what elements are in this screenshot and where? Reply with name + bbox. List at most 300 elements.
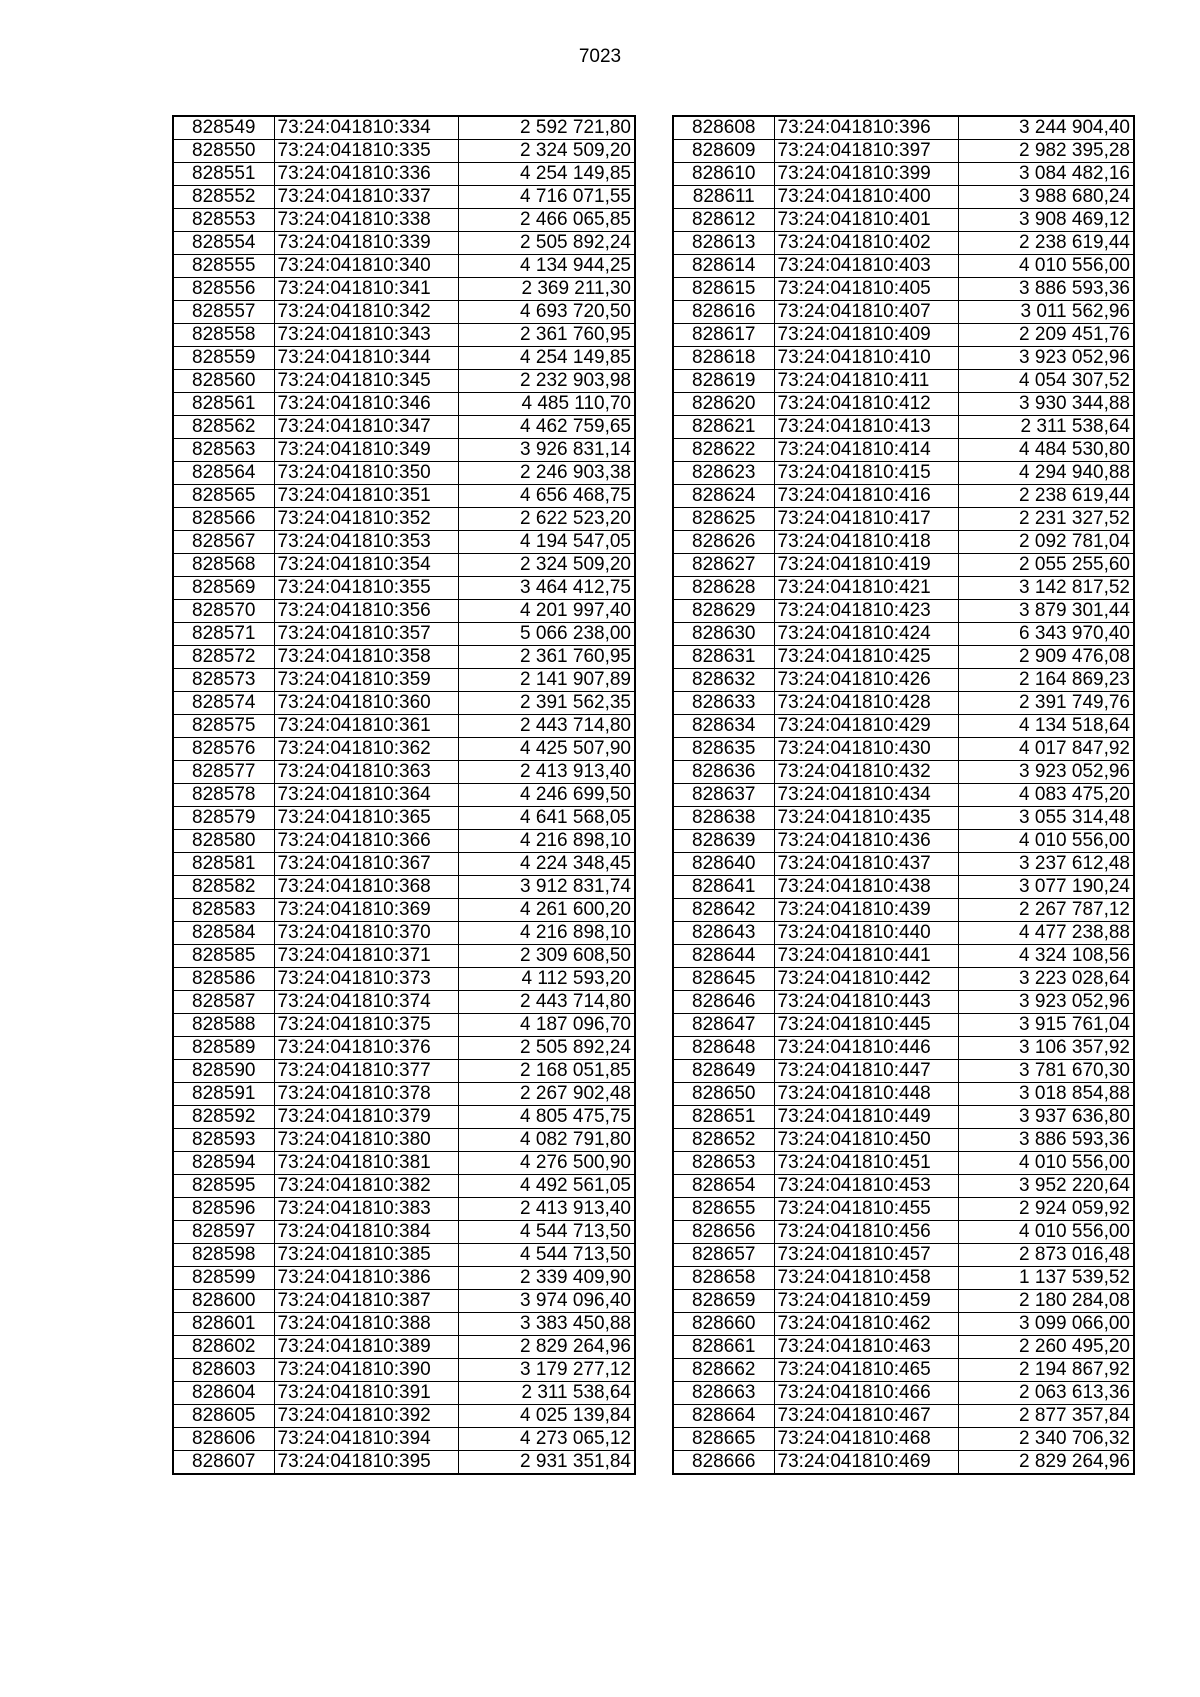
table-row: [173, 1198, 635, 1221]
cadastral-number-cell: 73:24:041810:337: [274, 186, 458, 209]
value-cell: 4 010 556,00: [958, 1221, 1134, 1244]
row-id-cell: 828654: [673, 1175, 774, 1198]
value-cell: 4 544 713,50: [458, 1244, 635, 1267]
row-id-cell: 828584: [173, 922, 274, 945]
row-id-cell: 828601: [173, 1313, 274, 1336]
table-row: [673, 715, 1134, 738]
value-cell: 2 443 714,80: [458, 715, 635, 738]
cadastral-number-cell: 73:24:041810:340: [274, 255, 458, 278]
value-cell: 4 010 556,00: [958, 255, 1134, 278]
cadastral-number-cell: 73:24:041810:416: [774, 485, 958, 508]
table-row: [173, 853, 635, 876]
table-row: [173, 508, 635, 531]
value-cell: 1 137 539,52: [958, 1267, 1134, 1290]
cadastral-number-cell: 73:24:041810:351: [274, 485, 458, 508]
row-id-cell: 828583: [173, 899, 274, 922]
value-cell: 2 391 562,35: [458, 692, 635, 715]
table-row: [673, 163, 1134, 186]
value-cell: 4 017 847,92: [958, 738, 1134, 761]
row-id-cell: 828612: [673, 209, 774, 232]
value-cell: 2 877 357,84: [958, 1405, 1134, 1428]
value-cell: 3 908 469,12: [958, 209, 1134, 232]
value-cell: 4 054 307,52: [958, 370, 1134, 393]
cadastral-number-cell: 73:24:041810:357: [274, 623, 458, 646]
row-id-cell: 828599: [173, 1267, 274, 1290]
value-cell: 3 915 761,04: [958, 1014, 1134, 1037]
cadastral-number-cell: 73:24:041810:346: [274, 393, 458, 416]
value-cell: 4 273 065,12: [458, 1428, 635, 1451]
cadastral-number-cell: 73:24:041810:409: [774, 324, 958, 347]
value-cell: 4 484 530,80: [958, 439, 1134, 462]
value-cell: 4 656 468,75: [458, 485, 635, 508]
value-cell: 2 443 714,80: [458, 991, 635, 1014]
cadastral-number-cell: 73:24:041810:344: [274, 347, 458, 370]
table-row: [673, 968, 1134, 991]
cadastral-number-cell: 73:24:041810:451: [774, 1152, 958, 1175]
table-row: [173, 1359, 635, 1382]
table-row: [173, 416, 635, 439]
value-cell: 3 383 450,88: [458, 1313, 635, 1336]
value-cell: 2 340 706,32: [958, 1428, 1134, 1451]
table-row: [673, 324, 1134, 347]
table-row: [173, 554, 635, 577]
table-row: [173, 876, 635, 899]
table-row: [673, 876, 1134, 899]
value-cell: 2 829 264,96: [458, 1336, 635, 1359]
table-row: [173, 140, 635, 163]
table-row: [173, 209, 635, 232]
cadastral-number-cell: 73:24:041810:336: [274, 163, 458, 186]
row-id-cell: 828549: [173, 116, 274, 140]
value-cell: 3 923 052,96: [958, 991, 1134, 1014]
table-row: [173, 393, 635, 416]
cadastral-number-cell: 73:24:041810:356: [274, 600, 458, 623]
cadastral-number-cell: 73:24:041810:376: [274, 1037, 458, 1060]
value-cell: 3 974 096,40: [458, 1290, 635, 1313]
table-row: [673, 577, 1134, 600]
cadastral-number-cell: 73:24:041810:341: [274, 278, 458, 301]
row-id-cell: 828662: [673, 1359, 774, 1382]
table-row: [673, 669, 1134, 692]
table-row: [673, 991, 1134, 1014]
value-cell: 2 267 902,48: [458, 1083, 635, 1106]
table-row: [173, 370, 635, 393]
table-row: [673, 278, 1134, 301]
cadastral-number-cell: 73:24:041810:385: [274, 1244, 458, 1267]
value-cell: 2 361 760,95: [458, 646, 635, 669]
table-row: [673, 1083, 1134, 1106]
page-number: 7023: [578, 46, 622, 67]
table-row: [673, 945, 1134, 968]
row-id-cell: 828572: [173, 646, 274, 669]
value-cell: 4 224 348,45: [458, 853, 635, 876]
table-row: [673, 186, 1134, 209]
value-cell: 3 952 220,64: [958, 1175, 1134, 1198]
value-cell: 4 010 556,00: [958, 1152, 1134, 1175]
value-cell: 2 311 538,64: [458, 1382, 635, 1405]
table-row: [173, 991, 635, 1014]
value-cell: 4 805 475,75: [458, 1106, 635, 1129]
table-row: [673, 1244, 1134, 1267]
row-id-cell: 828595: [173, 1175, 274, 1198]
value-cell: 4 082 791,80: [458, 1129, 635, 1152]
value-cell: 4 134 518,64: [958, 715, 1134, 738]
row-id-cell: 828569: [173, 577, 274, 600]
table-row: [173, 347, 635, 370]
row-id-cell: 828561: [173, 393, 274, 416]
table-row: [173, 485, 635, 508]
row-id-cell: 828619: [673, 370, 774, 393]
cadastral-number-cell: 73:24:041810:395: [274, 1451, 458, 1475]
table-row: [673, 462, 1134, 485]
row-id-cell: 828553: [173, 209, 274, 232]
row-id-cell: 828659: [673, 1290, 774, 1313]
value-cell: 2 231 327,52: [958, 508, 1134, 531]
cadastral-number-cell: 73:24:041810:396: [774, 116, 958, 140]
table-row: [673, 761, 1134, 784]
value-cell: 2 324 509,20: [458, 554, 635, 577]
cadastral-number-cell: 73:24:041810:403: [774, 255, 958, 278]
value-cell: 4 254 149,85: [458, 163, 635, 186]
value-cell: 2 232 903,98: [458, 370, 635, 393]
table-row: [173, 1451, 635, 1475]
value-cell: 2 391 749,76: [958, 692, 1134, 715]
row-id-cell: 828648: [673, 1037, 774, 1060]
value-cell: 2 311 538,64: [958, 416, 1134, 439]
row-id-cell: 828566: [173, 508, 274, 531]
cadastral-number-cell: 73:24:041810:369: [274, 899, 458, 922]
row-id-cell: 828589: [173, 1037, 274, 1060]
value-cell: 2 413 913,40: [458, 761, 635, 784]
cadastral-number-cell: 73:24:041810:386: [274, 1267, 458, 1290]
row-id-cell: 828638: [673, 807, 774, 830]
right-table: [672, 115, 1135, 1475]
row-id-cell: 828582: [173, 876, 274, 899]
table-row: [173, 761, 635, 784]
cadastral-number-cell: 73:24:041810:339: [274, 232, 458, 255]
row-id-cell: 828578: [173, 784, 274, 807]
cadastral-number-cell: 73:24:041810:414: [774, 439, 958, 462]
value-cell: 2 194 867,92: [958, 1359, 1134, 1382]
row-id-cell: 828622: [673, 439, 774, 462]
cadastral-number-cell: 73:24:041810:366: [274, 830, 458, 853]
cadastral-number-cell: 73:24:041810:426: [774, 669, 958, 692]
row-id-cell: 828609: [673, 140, 774, 163]
cadastral-number-cell: 73:24:041810:405: [774, 278, 958, 301]
table-row: [673, 646, 1134, 669]
value-cell: 2 339 409,90: [458, 1267, 635, 1290]
cadastral-number-cell: 73:24:041810:379: [274, 1106, 458, 1129]
value-cell: 3 055 314,48: [958, 807, 1134, 830]
row-id-cell: 828605: [173, 1405, 274, 1428]
cadastral-number-cell: 73:24:041810:349: [274, 439, 458, 462]
row-id-cell: 828655: [673, 1198, 774, 1221]
cadastral-number-cell: 73:24:041810:456: [774, 1221, 958, 1244]
row-id-cell: 828608: [673, 116, 774, 140]
cadastral-number-cell: 73:24:041810:415: [774, 462, 958, 485]
row-id-cell: 828579: [173, 807, 274, 830]
cadastral-number-cell: 73:24:041810:334: [274, 116, 458, 140]
row-id-cell: 828565: [173, 485, 274, 508]
table-row: [173, 462, 635, 485]
value-cell: 2 309 608,50: [458, 945, 635, 968]
table-row: [173, 600, 635, 623]
table-row: [673, 692, 1134, 715]
cadastral-number-cell: 73:24:041810:423: [774, 600, 958, 623]
row-id-cell: 828552: [173, 186, 274, 209]
cadastral-number-cell: 73:24:041810:390: [274, 1359, 458, 1382]
row-id-cell: 828644: [673, 945, 774, 968]
table-row: [673, 439, 1134, 462]
row-id-cell: 828602: [173, 1336, 274, 1359]
value-cell: 5 066 238,00: [458, 623, 635, 646]
row-id-cell: 828575: [173, 715, 274, 738]
table-row: [673, 347, 1134, 370]
row-id-cell: 828649: [673, 1060, 774, 1083]
table-row: [173, 968, 635, 991]
cadastral-number-cell: 73:24:041810:421: [774, 577, 958, 600]
cadastral-number-cell: 73:24:041810:413: [774, 416, 958, 439]
table-row: [173, 278, 635, 301]
cadastral-number-cell: 73:24:041810:382: [274, 1175, 458, 1198]
row-id-cell: 828567: [173, 531, 274, 554]
row-id-cell: 828596: [173, 1198, 274, 1221]
table-row: [173, 324, 635, 347]
cadastral-number-cell: 73:24:041810:418: [774, 531, 958, 554]
row-id-cell: 828573: [173, 669, 274, 692]
row-id-cell: 828625: [673, 508, 774, 531]
value-cell: 2 592 721,80: [458, 116, 635, 140]
value-cell: 3 223 028,64: [958, 968, 1134, 991]
cadastral-number-cell: 73:24:041810:364: [274, 784, 458, 807]
cadastral-number-cell: 73:24:041810:400: [774, 186, 958, 209]
table-row: [673, 1382, 1134, 1405]
cadastral-number-cell: 73:24:041810:387: [274, 1290, 458, 1313]
row-id-cell: 828617: [673, 324, 774, 347]
value-cell: 3 237 612,48: [958, 853, 1134, 876]
cadastral-number-cell: 73:24:041810:370: [274, 922, 458, 945]
row-id-cell: 828563: [173, 439, 274, 462]
table-row: [673, 1221, 1134, 1244]
table-row: [673, 370, 1134, 393]
value-cell: 2 238 619,44: [958, 485, 1134, 508]
value-cell: 4 492 561,05: [458, 1175, 635, 1198]
table-row: [673, 1405, 1134, 1428]
cadastral-number-cell: 73:24:041810:407: [774, 301, 958, 324]
table-row: [673, 1359, 1134, 1382]
table-row: [173, 1014, 635, 1037]
table-row: [673, 531, 1134, 554]
value-cell: 3 781 670,30: [958, 1060, 1134, 1083]
row-id-cell: 828559: [173, 347, 274, 370]
row-id-cell: 828586: [173, 968, 274, 991]
row-id-cell: 828621: [673, 416, 774, 439]
row-id-cell: 828643: [673, 922, 774, 945]
cadastral-number-cell: 73:24:041810:402: [774, 232, 958, 255]
row-id-cell: 828637: [673, 784, 774, 807]
row-id-cell: 828629: [673, 600, 774, 623]
table-row: [173, 1129, 635, 1152]
row-id-cell: 828597: [173, 1221, 274, 1244]
value-cell: 4 216 898,10: [458, 922, 635, 945]
row-id-cell: 828636: [673, 761, 774, 784]
row-id-cell: 828564: [173, 462, 274, 485]
row-id-cell: 828613: [673, 232, 774, 255]
table-row: [673, 485, 1134, 508]
row-id-cell: 828630: [673, 623, 774, 646]
row-id-cell: 828666: [673, 1451, 774, 1475]
value-cell: 3 464 412,75: [458, 577, 635, 600]
cadastral-number-cell: 73:24:041810:378: [274, 1083, 458, 1106]
row-id-cell: 828577: [173, 761, 274, 784]
row-id-cell: 828620: [673, 393, 774, 416]
cadastral-number-cell: 73:24:041810:465: [774, 1359, 958, 1382]
row-id-cell: 828588: [173, 1014, 274, 1037]
row-id-cell: 828632: [673, 669, 774, 692]
cadastral-number-cell: 73:24:041810:432: [774, 761, 958, 784]
row-id-cell: 828639: [673, 830, 774, 853]
cadastral-number-cell: 73:24:041810:350: [274, 462, 458, 485]
cadastral-number-cell: 73:24:041810:429: [774, 715, 958, 738]
cadastral-number-cell: 73:24:041810:375: [274, 1014, 458, 1037]
row-id-cell: 828641: [673, 876, 774, 899]
value-cell: 2 141 907,89: [458, 669, 635, 692]
table-row: [673, 1313, 1134, 1336]
value-cell: 2 180 284,08: [958, 1290, 1134, 1313]
cadastral-number-cell: 73:24:041810:440: [774, 922, 958, 945]
cadastral-number-cell: 73:24:041810:401: [774, 209, 958, 232]
value-cell: 3 926 831,14: [458, 439, 635, 462]
value-cell: 4 462 759,65: [458, 416, 635, 439]
table-row: [173, 1037, 635, 1060]
table-row: [673, 1198, 1134, 1221]
value-cell: 3 886 593,36: [958, 1129, 1134, 1152]
table-row: [673, 232, 1134, 255]
row-id-cell: 828606: [173, 1428, 274, 1451]
value-cell: 2 873 016,48: [958, 1244, 1134, 1267]
row-id-cell: 828633: [673, 692, 774, 715]
cadastral-number-cell: 73:24:041810:462: [774, 1313, 958, 1336]
value-cell: 3 930 344,88: [958, 393, 1134, 416]
row-id-cell: 828615: [673, 278, 774, 301]
row-id-cell: 828555: [173, 255, 274, 278]
table-row: [673, 1336, 1134, 1359]
row-id-cell: 828646: [673, 991, 774, 1014]
cadastral-number-cell: 73:24:041810:457: [774, 1244, 958, 1267]
cadastral-number-cell: 73:24:041810:438: [774, 876, 958, 899]
value-cell: 4 025 139,84: [458, 1405, 635, 1428]
cadastral-number-cell: 73:24:041810:417: [774, 508, 958, 531]
table-row: [173, 1336, 635, 1359]
row-id-cell: 828642: [673, 899, 774, 922]
table-row: [673, 807, 1134, 830]
value-cell: 4 112 593,20: [458, 968, 635, 991]
cadastral-number-cell: 73:24:041810:335: [274, 140, 458, 163]
cadastral-number-cell: 73:24:041810:380: [274, 1129, 458, 1152]
value-cell: 2 361 760,95: [458, 324, 635, 347]
cadastral-number-cell: 73:24:041810:391: [274, 1382, 458, 1405]
cadastral-number-cell: 73:24:041810:399: [774, 163, 958, 186]
cadastral-number-cell: 73:24:041810:412: [774, 393, 958, 416]
table-row: [673, 416, 1134, 439]
cadastral-number-cell: 73:24:041810:358: [274, 646, 458, 669]
value-cell: 2 829 264,96: [958, 1451, 1134, 1475]
value-cell: 2 238 619,44: [958, 232, 1134, 255]
cadastral-number-cell: 73:24:041810:428: [774, 692, 958, 715]
row-id-cell: 828656: [673, 1221, 774, 1244]
value-cell: 4 716 071,55: [458, 186, 635, 209]
value-cell: 3 912 831,74: [458, 876, 635, 899]
cadastral-number-cell: 73:24:041810:352: [274, 508, 458, 531]
table-row: [173, 1221, 635, 1244]
row-id-cell: 828623: [673, 462, 774, 485]
table-row: [173, 186, 635, 209]
cadastral-number-cell: 73:24:041810:424: [774, 623, 958, 646]
row-id-cell: 828607: [173, 1451, 274, 1475]
table-row: [173, 531, 635, 554]
cadastral-number-cell: 73:24:041810:394: [274, 1428, 458, 1451]
value-cell: 4 083 475,20: [958, 784, 1134, 807]
row-id-cell: 828587: [173, 991, 274, 1014]
row-id-cell: 828628: [673, 577, 774, 600]
row-id-cell: 828616: [673, 301, 774, 324]
value-cell: 4 246 699,50: [458, 784, 635, 807]
value-cell: 4 477 238,88: [958, 922, 1134, 945]
value-cell: 2 982 395,28: [958, 140, 1134, 163]
cadastral-number-cell: 73:24:041810:359: [274, 669, 458, 692]
value-cell: 3 923 052,96: [958, 347, 1134, 370]
value-cell: 3 988 680,24: [958, 186, 1134, 209]
table-row: [173, 301, 635, 324]
cadastral-number-cell: 73:24:041810:455: [774, 1198, 958, 1221]
value-cell: 3 244 904,40: [958, 116, 1134, 140]
value-cell: 4 485 110,70: [458, 393, 635, 416]
table-row: [173, 116, 635, 140]
row-id-cell: 828590: [173, 1060, 274, 1083]
table-row: [173, 1405, 635, 1428]
row-id-cell: 828660: [673, 1313, 774, 1336]
value-cell: 3 142 817,52: [958, 577, 1134, 600]
cadastral-number-cell: 73:24:041810:353: [274, 531, 458, 554]
value-cell: 3 179 277,12: [458, 1359, 635, 1382]
value-cell: 4 324 108,56: [958, 945, 1134, 968]
cadastral-number-cell: 73:24:041810:383: [274, 1198, 458, 1221]
row-id-cell: 828568: [173, 554, 274, 577]
value-cell: 2 622 523,20: [458, 508, 635, 531]
table-row: [173, 163, 635, 186]
cadastral-number-cell: 73:24:041810:367: [274, 853, 458, 876]
row-id-cell: 828645: [673, 968, 774, 991]
table-row: [173, 1244, 635, 1267]
value-cell: 4 254 149,85: [458, 347, 635, 370]
row-id-cell: 828624: [673, 485, 774, 508]
value-cell: 3 099 066,00: [958, 1313, 1134, 1336]
table-row: [173, 1313, 635, 1336]
table-row: [673, 1428, 1134, 1451]
table-row: [673, 301, 1134, 324]
table-row: [673, 255, 1134, 278]
value-cell: 2 168 051,85: [458, 1060, 635, 1083]
value-cell: 3 106 357,92: [958, 1037, 1134, 1060]
cadastral-number-cell: 73:24:041810:371: [274, 945, 458, 968]
value-cell: 2 505 892,24: [458, 232, 635, 255]
row-id-cell: 828600: [173, 1290, 274, 1313]
value-cell: 2 055 255,60: [958, 554, 1134, 577]
value-cell: 2 267 787,12: [958, 899, 1134, 922]
value-cell: 2 246 903,38: [458, 462, 635, 485]
value-cell: 3 879 301,44: [958, 600, 1134, 623]
value-cell: 4 216 898,10: [458, 830, 635, 853]
